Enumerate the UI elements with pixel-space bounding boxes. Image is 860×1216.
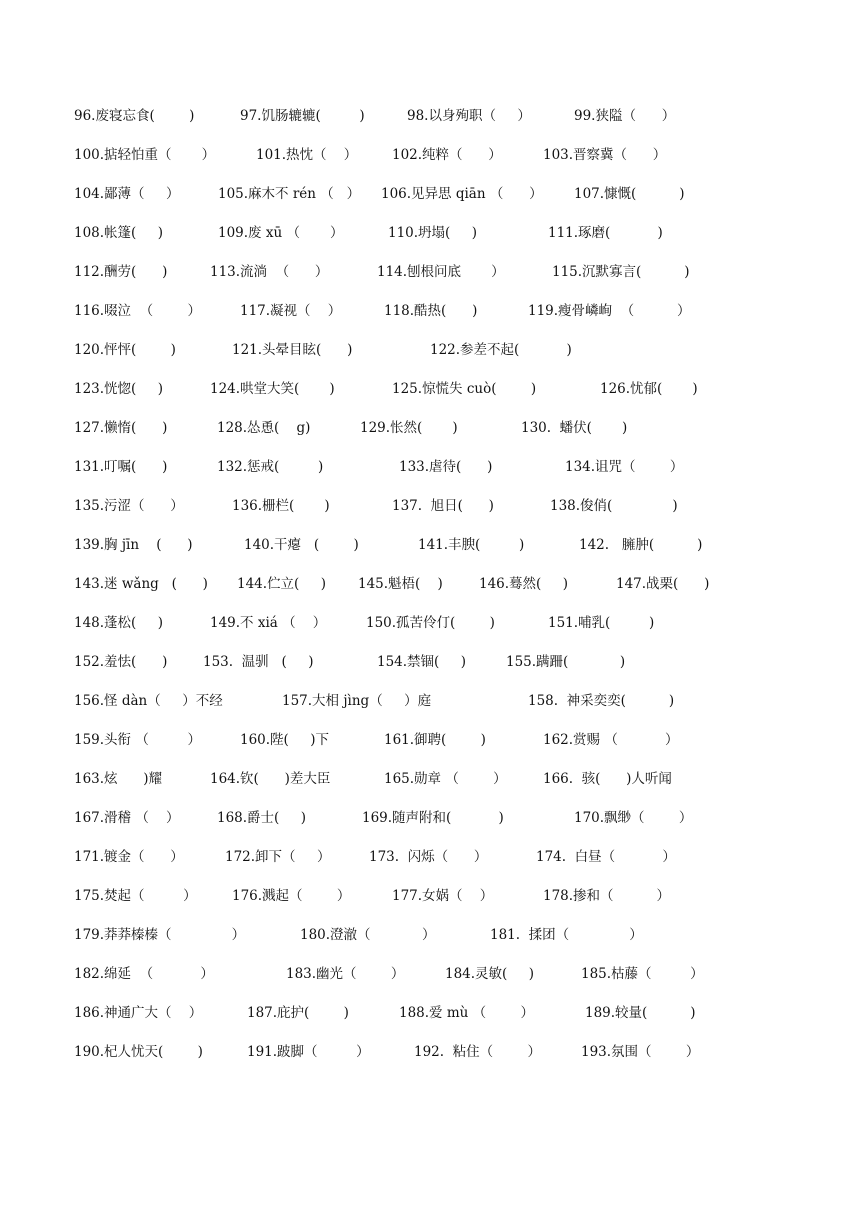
worksheet-line	[0, 180, 860, 208]
question-item: 99.狭隘（ ）	[574, 108, 676, 124]
question-item: 114.刨根问底 ）	[377, 264, 505, 280]
question-item: 176.溅起（ ）	[232, 888, 351, 904]
question-item: 172.卸下（ ）	[225, 849, 331, 865]
question-item: 164.钦( )差大臣	[210, 771, 331, 787]
question-item: 127.懒惰( )	[74, 420, 168, 436]
question-item: 147.战栗( )	[616, 576, 710, 592]
question-item: 133.虐待( )	[399, 459, 493, 475]
question-item: 186.神通广大（ ）	[74, 1005, 203, 1021]
question-item: 182.绵延 （ ）	[74, 966, 214, 982]
question-item: 183.幽光（ ）	[286, 966, 405, 982]
question-item: 124.哄堂大笑( )	[210, 381, 335, 397]
question-item: 154.禁锢( )	[377, 654, 467, 670]
question-item: 137. 旭日( )	[392, 498, 494, 514]
question-item: 125.惊慌失 cuò( )	[392, 381, 537, 397]
worksheet-line	[0, 609, 860, 637]
question-item: 107.慷慨( )	[574, 186, 685, 202]
worksheet-line	[0, 570, 860, 598]
question-item: 103.晋察冀（ ）	[543, 147, 667, 163]
question-item: 158. 神采奕奕( )	[528, 693, 675, 709]
question-item: 150.孤苦伶仃( )	[366, 615, 495, 631]
question-item: 184.灵敏( )	[445, 966, 535, 982]
question-item: 143.迷 wǎng ( )	[74, 576, 208, 592]
question-item: 141.丰腴( )	[418, 537, 525, 553]
question-item: 188.爱 mù （ ）	[399, 1005, 534, 1021]
question-item: 135.污涩（ ）	[74, 498, 184, 514]
worksheet-line	[0, 492, 860, 520]
worksheet-line	[0, 297, 860, 325]
question-item: 109.废 xū （ ）	[218, 225, 344, 241]
question-item: 165.勋章 （ ）	[384, 771, 507, 787]
question-item: 134.诅咒（ ）	[565, 459, 684, 475]
worksheet-line	[0, 960, 860, 988]
worksheet-line	[0, 726, 860, 754]
question-item: 117.凝视（ ）	[240, 303, 342, 319]
question-item: 190.杞人忧天( )	[74, 1044, 203, 1060]
question-item: 128.怂恿( g)	[217, 420, 311, 436]
question-item: 129.怅然( )	[360, 420, 458, 436]
question-item: 136.栅栏( )	[232, 498, 330, 514]
question-item: 97.饥肠辘辘( )	[240, 108, 365, 124]
worksheet-line	[0, 258, 860, 286]
worksheet-line	[0, 765, 860, 793]
question-item: 116.啜泣 （ ）	[74, 303, 201, 319]
question-item: 170.飘缈（ ）	[574, 810, 693, 826]
question-item: 145.魁梧( )	[358, 576, 443, 592]
question-item: 146.蓦然( )	[479, 576, 569, 592]
question-item: 168.爵士( )	[217, 810, 307, 826]
question-item: 178.掺和（ ）	[543, 888, 670, 904]
question-item: 162.赏赐 （ ）	[543, 732, 679, 748]
question-item: 119.瘦骨嶙峋 （ ）	[528, 303, 691, 319]
question-item: 163.炫 )耀	[74, 771, 163, 787]
question-item: 171.镀金（ ）	[74, 849, 184, 865]
question-item: 153. 温驯 ( )	[203, 654, 314, 670]
question-item: 175.焚起（ ）	[74, 888, 197, 904]
question-item: 104.鄙薄（ ）	[74, 186, 180, 202]
question-item: 174. 白昼（ ）	[536, 849, 676, 865]
question-item: 157.大相 jìng（ ）庭	[282, 693, 432, 709]
question-item: 122.参差不起( )	[430, 342, 572, 358]
question-item: 148.蓬松( )	[74, 615, 164, 631]
question-item: 192. 粘住（ ）	[414, 1044, 541, 1060]
question-item: 102.纯粹（ ）	[392, 147, 502, 163]
question-item: 191.跛脚（ ）	[247, 1044, 370, 1060]
question-item: 185.枯藤（ ）	[581, 966, 704, 982]
question-item: 159.头衔 （ ）	[74, 732, 201, 748]
worksheet-line	[0, 375, 860, 403]
question-item: 113.流淌 （ ）	[210, 264, 329, 280]
question-item: 179.莽莽榛榛（ ）	[74, 927, 246, 943]
worksheet-line	[0, 1038, 860, 1066]
question-item: 96.废寝忘食( )	[74, 108, 195, 124]
question-item: 152.羞怯( )	[74, 654, 168, 670]
question-item: 126.忧郁( )	[600, 381, 698, 397]
question-item: 132.惩戒( )	[217, 459, 324, 475]
question-item: 100.掂轻怕重（ ）	[74, 147, 216, 163]
worksheet-line	[0, 219, 860, 247]
question-item: 111.琢磨( )	[548, 225, 663, 241]
question-item: 181. 揉团（ ）	[490, 927, 643, 943]
question-item: 139.胸 jīn ( )	[74, 537, 193, 553]
question-item: 151.哺乳( )	[548, 615, 655, 631]
question-item: 149.不 xiá （ ）	[210, 615, 327, 631]
worksheet-line	[0, 141, 860, 169]
question-item: 173. 闪烁（ ）	[369, 849, 488, 865]
worksheet-line	[0, 687, 860, 715]
question-item: 110.坍塌( )	[388, 225, 478, 241]
question-item: 118.酷热( )	[384, 303, 478, 319]
question-item: 98.以身殉职（ ）	[407, 108, 531, 124]
question-item: 169.随声附和( )	[362, 810, 504, 826]
question-item: 193.氛围（ ）	[581, 1044, 700, 1060]
question-item: 121.头晕目眩( )	[232, 342, 353, 358]
question-item: 105.麻木不 rén （ ）	[218, 186, 361, 202]
question-item: 156.怪 dàn（ ）不经	[74, 693, 223, 709]
worksheet-line	[0, 921, 860, 949]
question-item: 187.庇护( )	[247, 1005, 349, 1021]
worksheet-line	[0, 999, 860, 1027]
question-item: 155.蹒跚( )	[506, 654, 626, 670]
question-item: 167.滑稽 （ ）	[74, 810, 180, 826]
question-item: 130. 蟠伏( )	[521, 420, 628, 436]
question-item: 166. 骇( )人听闻	[543, 771, 672, 787]
question-item: 123.恍惚( )	[74, 381, 164, 397]
worksheet-line	[0, 531, 860, 559]
question-item: 144.伫立( )	[237, 576, 327, 592]
question-item: 108.帐篷( )	[74, 225, 164, 241]
question-item: 120.怦怦( )	[74, 342, 176, 358]
question-item: 106.见异思 qiān （ ）	[381, 186, 543, 202]
worksheet-line	[0, 648, 860, 676]
worksheet-line	[0, 843, 860, 871]
question-item: 142. 臃肿( )	[579, 537, 703, 553]
question-item: 161.御聘( )	[384, 732, 486, 748]
worksheet-line	[0, 882, 860, 910]
question-item: 189.较量( )	[585, 1005, 696, 1021]
worksheet-line	[0, 804, 860, 832]
question-item: 101.热忱（ ）	[256, 147, 358, 163]
worksheet-line	[0, 336, 860, 364]
question-item: 112.酬劳( )	[74, 264, 168, 280]
question-item: 115.沉默寡言( )	[552, 264, 690, 280]
question-item: 131.叮嘱( )	[74, 459, 168, 475]
question-item: 177.女娲（ ）	[392, 888, 494, 904]
worksheet-line	[0, 453, 860, 481]
question-item: 138.俊俏( )	[550, 498, 678, 514]
question-item: 180.澄澈（ ）	[300, 927, 436, 943]
question-item: 140.干瘪 ( )	[244, 537, 359, 553]
worksheet-line	[0, 102, 860, 130]
worksheet-line	[0, 414, 860, 442]
question-item: 160.陛( )下	[240, 732, 330, 748]
